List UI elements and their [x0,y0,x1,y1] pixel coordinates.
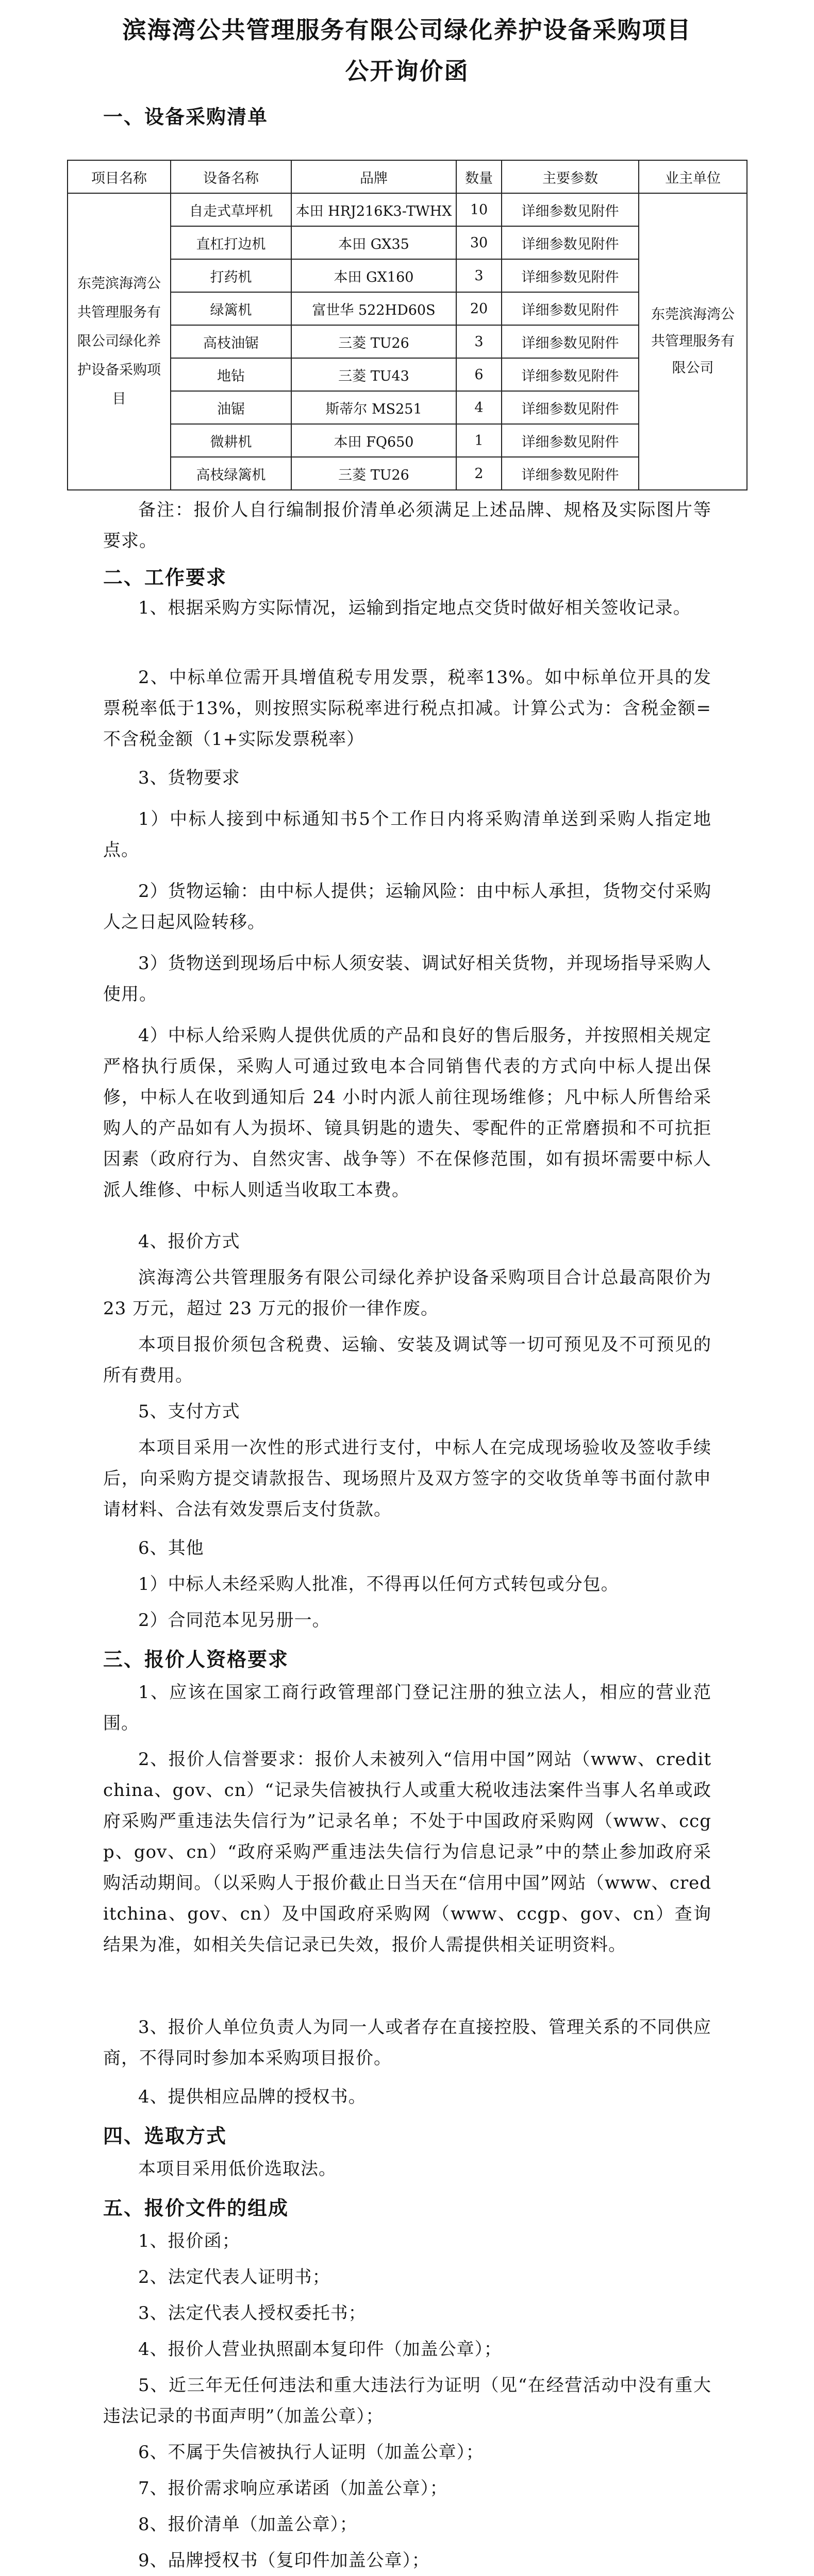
table-row [68,193,747,226]
qualification-item-2: 2、报价人信誉要求：报价人未被列入“信用中国”网站（www、creditchina、gov、cn）“记录失信被执行人或重大税收违法案件当事人名单或政府采购严重违法失信行为”记录名单；不处于中国政府采购网（www、ccgp、gov、cn）“政府采购严重违法失信行为信息记录”中的禁止参加政府采购活动期间。（以采购人于报价截止日当天在“信用中国”网站（www、creditchina、gov、cn）及中国政府采购网（www、ccgp、gov、cn）查询结果为准，如相关失信记录已失效，报价人需提供相关证明资料。 [103,1749,711,1955]
work-item-6: 6、其他 [138,1538,204,1558]
spec: 详细参数见附件 [502,259,639,292]
brand: 富世华 522HD60S [291,292,456,325]
device-name: 自走式草坪机 [171,193,291,226]
doc-item-4: 4、报价人营业执照副本复印件（加盖公章）； [138,2339,502,2360]
quantity: 3 [456,325,502,358]
brand: 本田 FQ650 [291,424,456,457]
quantity: 30 [456,226,502,259]
work-item-4-1: 滨海湾公共管理服务有限公司绿化养护设备采购项目合计总最高限价为 23 万元，超过 23 万元的报价一律作废。 [103,1267,711,1319]
work-item-1: 1、根据采购方实际情况，运输到指定地点交货时做好相关签收记录。 [138,598,691,618]
document-title: 滨海湾公共管理服务有限公司绿化养护设备采购项目 [122,16,692,44]
doc-item-6: 6、不属于失信被执行人证明（加盖公章）； [138,2442,484,2463]
work-item-5-1: 本项目采用一次性的形式进行支付，中标人在完成现场验收及签收手续后，向采购方提交请款报告、现场照片及双方签字的交收货单等书面付款申请材料、合法有效发票后支付货款。 [103,1437,711,1520]
table-note: 备注：报价人自行编制报价清单必须满足上述品牌、规格及实际图片等要求。 [103,500,711,551]
header-brand: 品牌 [291,160,456,193]
header-project: 项目名称 [68,160,171,193]
spec: 详细参数见附件 [502,457,639,490]
device-name: 微耕机 [171,424,291,457]
doc-item-3: 3、法定代表人授权委托书； [138,2303,367,2324]
quantity: 4 [456,391,502,424]
qualification-item-1: 1、应该在国家工商行政管理部门登记注册的独立法人，相应的营业范围。 [103,1682,711,1734]
section-heading-1: 一、设备采购清单 [103,105,269,128]
qualification-item-4: 4、提供相应品牌的授权书。 [138,2087,367,2107]
device-name: 直杠打边机 [171,226,291,259]
brand: 三菱 TU26 [291,457,456,490]
device-name: 地钻 [171,358,291,391]
document-subtitle: 公开询价函 [345,57,469,85]
quantity: 1 [456,424,502,457]
work-item-2: 2、中标单位需开具增值税专用发票，税率13%。如中标单位开具的发票税率低于13%，则按照实际税率进行税点扣减。计算公式为：含税金额=不含税金额（1+实际发票税率） [103,667,711,750]
doc-item-7: 7、报价需求响应承诺函（加盖公章）； [138,2478,448,2499]
section-heading-4: 四、选取方式 [103,2124,227,2147]
work-item-4-2: 本项目报价须包含税费、运输、安装及调试等一切可预见及不可预见的所有费用。 [103,1334,711,1386]
section-heading-5: 五、报价文件的组成 [103,2196,289,2219]
doc-item-2: 2、法定代表人证明书； [138,2267,330,2287]
device-name: 高枝绿篱机 [171,457,291,490]
quantity: 6 [456,358,502,391]
doc-item-5: 5、近三年无任何违法和重大违法行为证明（见“在经营活动中没有重大违法记录的书面声明”（加盖公章）； [103,2375,711,2427]
spec: 详细参数见附件 [502,358,639,391]
work-item-3-4: 4）中标人给采购人提供优质的产品和良好的售后服务，并按照相关规定严格执行质保，采购人可通过致电本合同销售代表的方式向中标人提出保修，中标人在收到通知后 24 小时内派人前往现场维修；凡中标人所售给采购人的产品如有人为损坏、镜具钥匙的遗失、零配件的正常磨损和不可抗拒因素（政府行为、自然灾害、战争等）不在保修范围，如有损坏需要中标人派人维修、中标人则适当收取工本费。 [103,1025,711,1200]
work-item-3: 3、货物要求 [138,768,240,788]
header-qty: 数量 [456,160,502,193]
brand: 本田 HRJ216K3-TWHX [291,193,456,226]
work-item-3-1: 1）中标人接到中标通知书5个工作日内将采购清单送到采购人指定地点。 [103,809,711,860]
table-header-row [68,160,747,193]
work-item-5: 5、支付方式 [138,1401,240,1422]
spec: 详细参数见附件 [502,193,639,226]
device-name: 绿篱机 [171,292,291,325]
work-item-6-2: 2）合同范本见另册一。 [138,1610,330,1631]
section-heading-3: 三、报价人资格要求 [103,1648,289,1671]
spec: 详细参数见附件 [502,391,639,424]
work-item-4: 4、报价方式 [138,1231,240,1252]
doc-item-1: 1、报价函； [138,2231,240,2251]
quantity: 2 [456,457,502,490]
spec: 详细参数见附件 [502,292,639,325]
device-name: 油锯 [171,391,291,424]
doc-item-9: 9、品牌授权书（复印件加盖公章）； [138,2550,430,2571]
doc-item-8: 8、报价清单（加盖公章）； [138,2514,358,2535]
work-item-3-3: 3）货物送到现场后中标人须安装、调试好相关货物，并现场指导采购人使用。 [103,953,711,1005]
brand: 三菱 TU43 [291,358,456,391]
brand: 本田 GX160 [291,259,456,292]
brand: 斯蒂尔 MS251 [291,391,456,424]
brand: 三菱 TU26 [291,325,456,358]
quantity: 3 [456,259,502,292]
owner-cell: 东莞滨海湾公共管理服务有限公司 [639,193,747,490]
spec: 详细参数见附件 [502,325,639,358]
selection-method: 本项目采用低价选取法。 [138,2159,337,2179]
quantity: 10 [456,193,502,226]
device-name: 打药机 [171,259,291,292]
device-name: 高枝油锯 [171,325,291,358]
header-device: 设备名称 [171,160,291,193]
quantity: 20 [456,292,502,325]
procurement-table [67,160,747,490]
work-item-6-1: 1）中标人未经采购人批准，不得再以任何方式转包或分包。 [138,1574,619,1595]
header-spec: 主要参数 [502,160,639,193]
qualification-item-3: 3、报价人单位负责人为同一人或者存在直接控股、管理关系的不同供应商，不得同时参加本采购项目报价。 [103,2017,711,2069]
spec: 详细参数见附件 [502,226,639,259]
spec: 详细参数见附件 [502,424,639,457]
brand: 本田 GX35 [291,226,456,259]
work-item-3-2: 2）货物运输：由中标人提供；运输风险：由中标人承担，货物交付采购人之日起风险转移。 [103,881,711,933]
header-owner: 业主单位 [639,160,747,193]
section-heading-2: 二、工作要求 [103,566,227,589]
project-name-cell: 东莞滨海湾公共管理服务有限公司绿化养护设备采购项目 [68,193,171,490]
